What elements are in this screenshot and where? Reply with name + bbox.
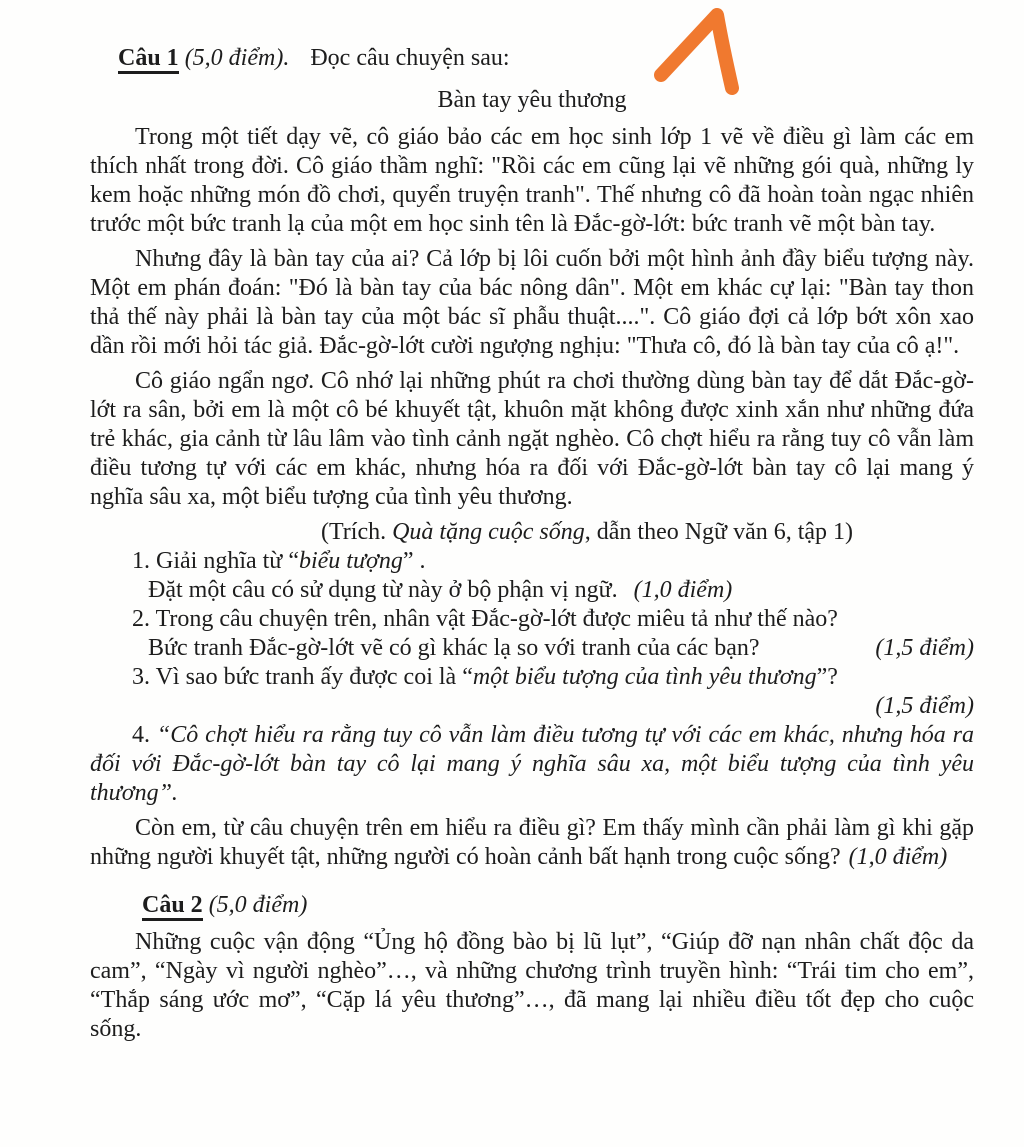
story-title: Bàn tay yêu thương	[437, 87, 627, 113]
subquestion-1-task: Đặt một câu có sử dụng từ này ở bộ phận vị ngữ.	[148, 577, 618, 603]
citation-source-title: Quà tặng cuộc sống	[392, 519, 585, 545]
subquestion-2-score: (1,5 điểm)	[875, 635, 974, 661]
question2-points: (5,0 điểm)	[208, 892, 308, 918]
closing-text: Còn em, từ câu chuyện trên em hiểu ra điều gì? Em thấy mình cần phải làm gì khi gặp những người khuyết tật, những người có hoàn cảnh bất hạnh trong cuộc sống?	[90, 815, 974, 870]
subquestion-3-text: Vì sao bức tranh ấy được coi là “	[155, 664, 473, 690]
citation-prefix: (Trích.	[320, 519, 393, 545]
question1-points: (5,0 điểm).	[184, 45, 290, 71]
subquestion-1-text-end: ” .	[402, 548, 426, 574]
question1-header	[90, 44, 974, 74]
subquestion-2-line-1	[90, 605, 974, 634]
story-citation	[90, 518, 974, 547]
question1-label: Câu 1	[118, 45, 179, 74]
subquestion-1-text: Giải nghĩa từ “	[156, 548, 299, 574]
question2-paragraph: Những cuộc vận động “Ủng hộ đồng bào bị lũ lụt”, “Giúp đỡ nạn nhân chất độc da cam”, “Ngày vì người nghèo”…, và những chương trình truyền hình: “Trái tim cho em”, “Thắp sáng ước mơ”, “Cặp lá yêu thương”…, đã mang lại nhiều điều tốt đẹp cho cuộc sống.	[90, 929, 974, 1042]
closing-paragraph	[90, 814, 974, 872]
subquestion-4	[90, 721, 974, 808]
question1-instruction: Đọc câu chuyện sau:	[310, 45, 510, 71]
subquestion-2-text: Trong câu chuyện trên, nhân vật Đắc-gờ-lớt được miêu tả như thế nào?	[155, 606, 838, 632]
subquestion-2-number: 2.	[132, 606, 156, 632]
closing-score: (1,0 điểm)	[848, 844, 948, 870]
subquestion-3-term: một biểu tượng của tình yêu thương	[472, 664, 817, 690]
question2-label: Câu 2	[142, 892, 203, 921]
subquestion-3-text-end: ”?	[816, 664, 838, 690]
subquestion-1-line-1	[90, 547, 974, 576]
subquestion-4-number: 4.	[132, 722, 157, 748]
subquestion-3-score: (1,5 điểm)	[875, 693, 974, 719]
subquestion-2-task: Bức tranh Đắc-gờ-lớt vẽ có gì khác lạ so với tranh của các bạn?	[148, 635, 760, 661]
story-paragraph-3: Cô giáo ngẩn ngơ. Cô nhớ lại những phút ra chơi thường dùng bàn tay để dắt Đắc-gờ-lớt ra sân, bởi em là một cô bé khuyết tật, khuôn mặt không được xinh xắn như những đứa trẻ khác, gia cảnh từ lâu lâm vào tình cảnh ngặt nghèo. Cô chợt hiểu ra rằng tuy cô vẫn làm điều tương tự với các em khác, nhưng hóa ra đối với Đắc-gờ-lớt bàn tay cô lại mang ý nghĩa sâu xa, một biểu tượng của tình yêu thương.	[90, 368, 974, 510]
story-paragraph-2: Nhưng đây là bàn tay của ai? Cả lớp bị lôi cuốn bởi một hình ảnh đầy biểu tượng này. Một em phán đoán: "Đó là bàn tay của bác nông dân". Một em khác cự lại: "Bàn tay thon thả thế này phải là bàn tay của một bác sĩ phẫu thuật....". Cô giáo đợi cả lớp bớt xôn xao dần rồi mới hỏi tác giả. Đắc-gờ-lớt cười ngượng nghịu: "Thưa cô, đó là bàn tay của cô ạ!".	[90, 246, 974, 359]
subquestion-4-quote: “Cô chợt hiểu ra rằng tuy cô vẫn làm điều tương tự với các em khác, nhưng hóa ra đối với Đắc-gờ-lớt bàn tay cô lại mang ý nghĩa sâu xa, một biểu tượng của tình yêu thương”.	[90, 722, 975, 806]
subquestion-2-line-2	[90, 634, 974, 663]
subquestion-3-line-1	[90, 663, 974, 692]
subquestion-1-number: 1.	[132, 548, 156, 574]
subquestion-1-term: biểu tượng	[298, 548, 403, 574]
citation-suffix: , dẫn theo Ngữ văn 6, tập 1)	[584, 519, 854, 545]
story-paragraph-1: Trong một tiết dạy vẽ, cô giáo bảo các em học sinh lớp 1 vẽ về điều gì làm các em thích nhất trong đời. Cô giáo thầm nghĩ: "Rồi các em cũng lại vẽ những gói quà, những ly kem hoặc những món đồ chơi, quyển truyện tranh". Thế nhưng cô đã hoàn toàn ngạc nhiên trước một bức tranh lạ của một em học sinh tên là Đắc-gờ-lớt: bức tranh vẽ một bàn tay.	[90, 124, 974, 237]
subquestion-3-number: 3.	[132, 664, 156, 690]
question2-header	[90, 891, 974, 921]
subquestion-1-line-2	[90, 576, 974, 605]
subquestion-1-score: (1,0 điểm)	[633, 577, 733, 603]
